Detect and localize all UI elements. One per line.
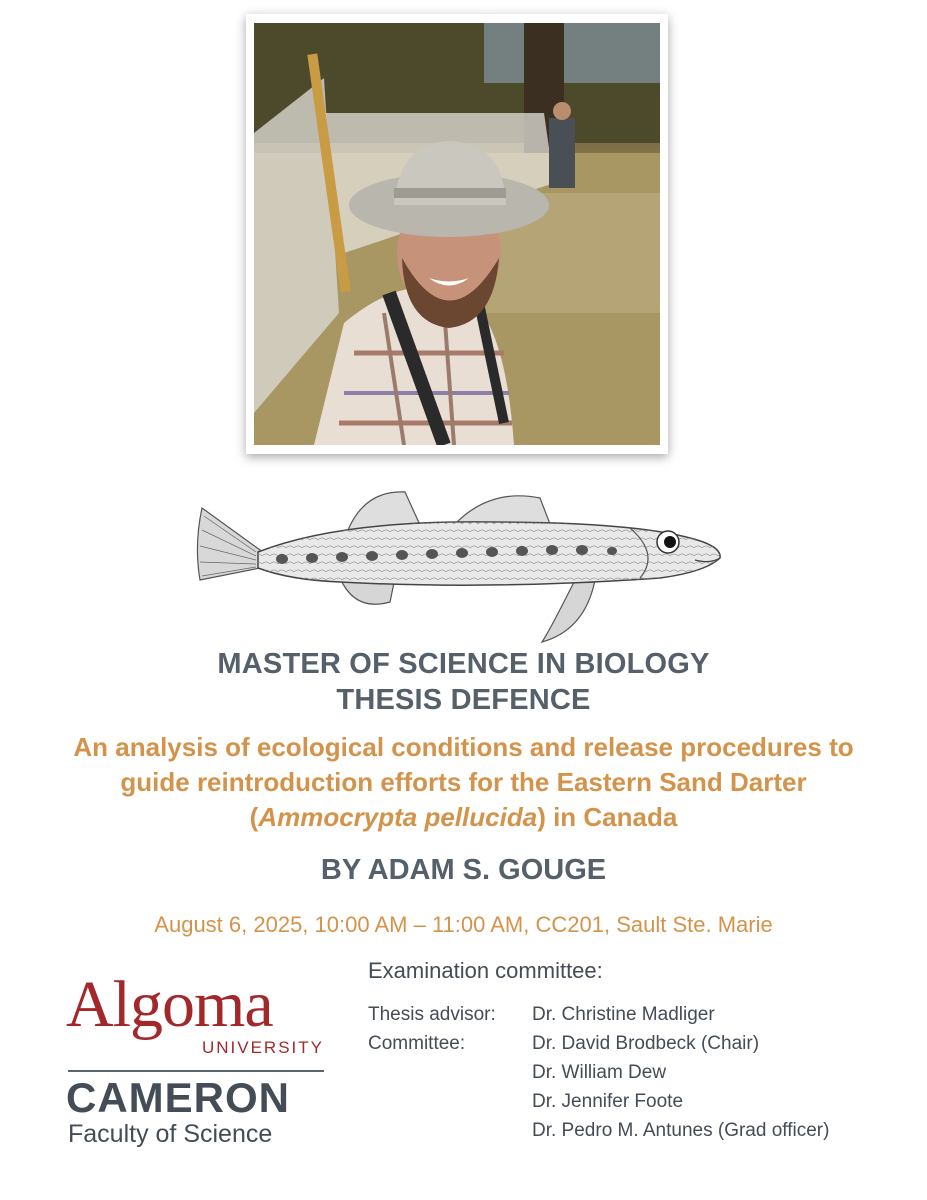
committee-row (368, 1029, 908, 1058)
logo-divider (68, 1070, 324, 1072)
event-datetime-location: August 6, 2025, 10:00 AM – 11:00 AM, CC201, Sault Ste. Marie (154, 912, 773, 937)
logo-cameron-text: CAMERON (66, 1074, 290, 1121)
thesis-title-part-2: ) in Canada (537, 802, 678, 832)
species-name: Ammocrypta pellucida (258, 802, 538, 832)
committee-role (368, 1116, 532, 1145)
logo-algoma-wordmark: Algoma (66, 968, 273, 1041)
author-name: BY ADAM S. GOUGE (320, 854, 607, 886)
committee-row (368, 1087, 908, 1116)
logo-university-text: UNIVERSITY (201, 1038, 324, 1057)
portrait-photo (254, 23, 660, 445)
committee-role: Committee: (368, 1033, 466, 1054)
committee-role: Thesis advisor: (368, 1004, 496, 1025)
university-logo (66, 968, 328, 1152)
event-heading: THESIS DEFENCE (336, 684, 591, 716)
committee-heading: Examination committee: (368, 958, 603, 983)
committee-member: Dr. Christine Madliger (532, 1004, 715, 1025)
committee-role (368, 1058, 532, 1087)
portrait-photo-frame (246, 14, 668, 454)
logo-faculty-text: Faculty of Science (68, 1120, 273, 1148)
thesis-title (40, 730, 887, 835)
committee-member: Dr. William Dew (532, 1062, 667, 1083)
degree-heading: MASTER OF SCIENCE IN BIOLOGY (217, 648, 710, 680)
committee-row (368, 1000, 908, 1029)
photo-illustration (254, 23, 660, 445)
committee-role (368, 1087, 532, 1116)
committee-row (368, 1116, 908, 1145)
committee-row (368, 1058, 908, 1087)
committee-member: Dr. Pedro M. Antunes (Grad officer) (532, 1120, 830, 1141)
committee-member: Dr. David Brodbeck (Chair) (532, 1033, 760, 1054)
examination-committee (368, 958, 908, 1145)
committee-member: Dr. Jennifer Foote (532, 1091, 684, 1112)
thesis-title-part-1: An analysis of ecological conditions and release procedures to guide reintroduction efforts for the Eastern Sand Darter ( (73, 732, 854, 832)
eastern-sand-darter-illustration (190, 480, 730, 650)
